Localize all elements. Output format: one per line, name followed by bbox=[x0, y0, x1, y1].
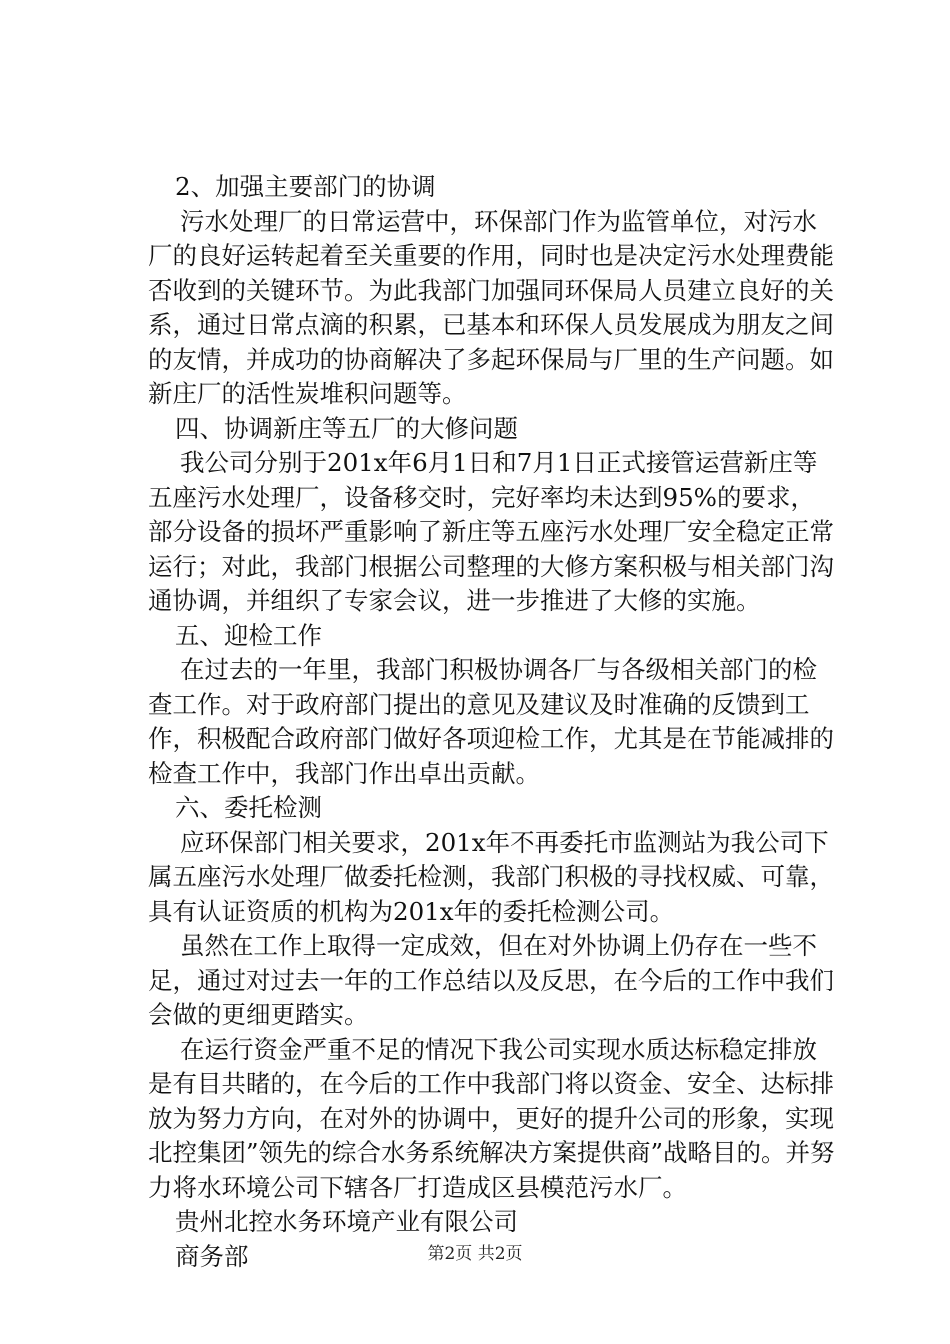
body-paragraph: 我公司分别于201x年6月1日和7月1日正式接管运营新庄等五座污水处理厂，设备移交时，完好率均未达到95%的要求，部分设备的损坏严重影响了新庄等五座污水处理厂安全稳定正常运行；对此，我部门根据公司整理的大修方案积极与相关部门沟通协调，并组织了专家会议，进一步推进了大修的实施。 bbox=[148, 448, 834, 615]
body-paragraph: 在运行资金严重不足的情况下我公司实现水质达标稳定排放是有目共睹的，在今后的工作中我部门将以资金、安全、达标排放为努力方向，在对外的协调中，更好的提升公司的形象，实现北控集团”领先的综合水务系统解决方案提供商”战略目的。并努力将水环境公司下辖各厂打造成区县模范污水厂。 bbox=[148, 1034, 835, 1202]
signature-department: 商务部 bbox=[175, 1241, 249, 1271]
body-paragraph: 在过去的一年里，我部门积极协调各厂与各级相关部门的检查工作。对于政府部门提出的意见及建议及时准确的反馈到工作，积极配合政府部门做好各项迎检工作，尤其是在节能减排的检查工作中，我部门作出卓出贡献。 bbox=[148, 655, 834, 788]
body-paragraph: 应环保部门相关要求，201x年不再委托市监测站为我公司下属五座污水处理厂做委托检测，我部门积极的寻找权威、可靠，具有认证资质的机构为201x年的委托检测公司。 bbox=[148, 827, 834, 926]
section-heading: 六、委托检测 bbox=[175, 793, 322, 822]
document-body bbox=[148, 170, 836, 1274]
body-paragraph: 污水处理厂的日常运营中，环保部门作为监管单位，对污水厂的良好运转起着至关重要的作用，同时也是决定污水处理费能否收到的关键环节。为此我部门加强同环保局人员建立良好的关系，通过日常点滴的积累，已基本和环保人员发展成为朋友之间的友情，并成功的协商解决了多起环保局与厂里的生产问题。如新庄厂的活性炭堆积问题等。 bbox=[148, 206, 834, 408]
page-number-footer: 第2页 共2页 bbox=[427, 1244, 523, 1264]
body-paragraph: 虽然在工作上取得一定成效，但在对外协调上仍存在一些不足，通过对过去一年的工作总结以及反思，在今后的工作中我们会做的更细更踏实。 bbox=[148, 931, 834, 1029]
section-heading: 四、协调新庄等五厂的大修问题 bbox=[175, 413, 518, 443]
section-heading: 2、加强主要部门的协调 bbox=[175, 172, 436, 201]
section-heading: 五、迎检工作 bbox=[175, 620, 322, 650]
signature-company: 贵州北控水务环境产业有限公司 bbox=[175, 1207, 518, 1236]
